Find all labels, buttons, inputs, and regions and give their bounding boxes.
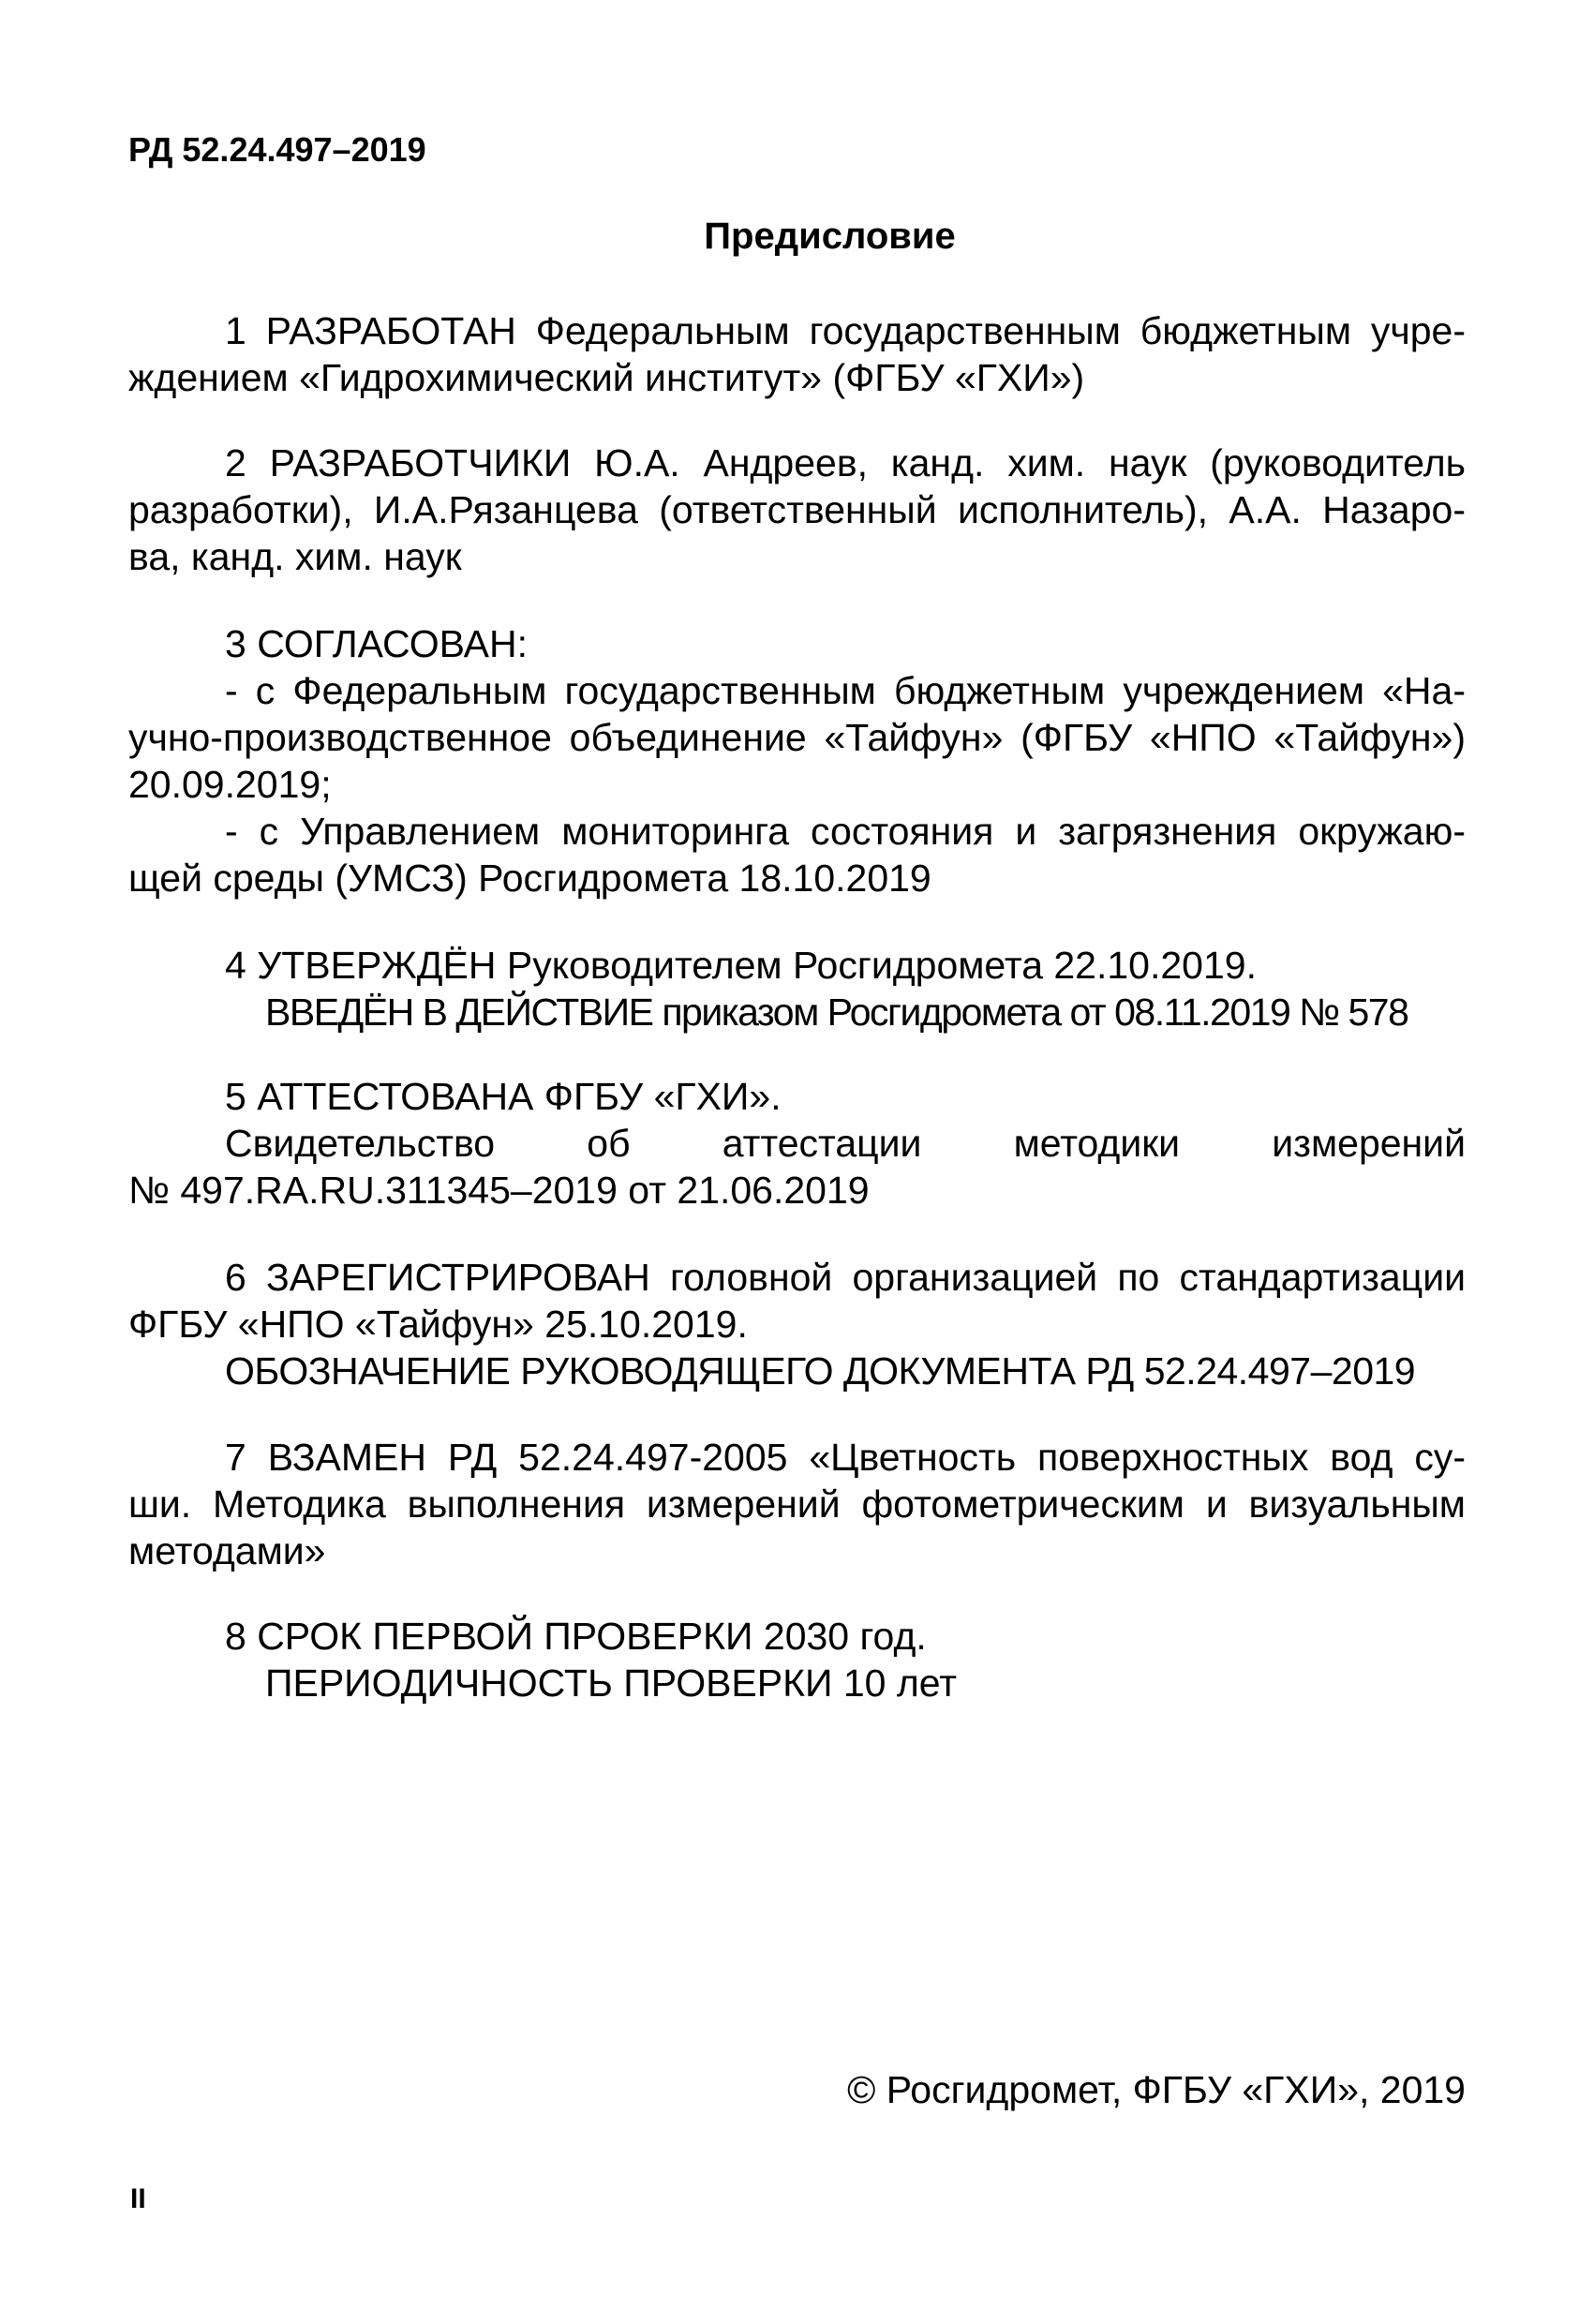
section-6-line-3: ОБОЗНАЧЕНИЕ РУКОВОДЯЩЕГО ДОКУМЕНТА РД 52.24.497–2019 [225,1349,1416,1393]
section-3-line-4: 20.09.2019; [128,763,332,806]
section-7-line-2: ши. Методика выполнения измерений фотометрическим и визуальным [128,1482,1466,1526]
copyright-notice: © Росгидромет, ФГБУ «ГХИ», 2019 [847,2068,1466,2111]
section-3-line-6: щей среды (УМСЗ) Росгидромета 18.10.2019 [128,857,931,900]
section-3-line-5: - с Управлением мониторинга состояния и загрязнения окружаю- [225,810,1466,853]
section-2-line-3: ва, канд. хим. наук [128,535,462,578]
section-3-line-2: - с Федеральным государственным бюджетным учреждением «На- [225,669,1466,712]
page-title: Предисловие [704,216,956,257]
section-2-line-2: разработки), И.А.Рязанцева (ответственный исполнитель), А.А. Назаро- [128,488,1466,531]
section-5-line-1: 5 АТТЕСТОВАНА ФГБУ «ГХИ». [225,1075,782,1118]
section-4-line-1: 4 УТВЕРЖДЁН Руководителем Росгидромета 22.10.2019. [225,944,1257,987]
section-6-line-1: 6 ЗАРЕГИСТРИРОВАН головной организацией по стандартизации [225,1256,1466,1299]
section-8-line-2: ПЕРИОДИЧНОСТЬ ПРОВЕРКИ 10 лет [265,1661,957,1705]
section-3-line-1: 3 СОГЛАСОВАН: [225,622,528,665]
section-7-line-3: методами» [128,1529,326,1572]
section-1-line-2: ждением «Гидрохимический институт» (ФГБУ «ГХИ») [128,356,1085,399]
section-1-line-1: 1 РАЗРАБОТАН Федеральным государственным бюджетным учре- [225,309,1466,352]
section-2-line-1: 2 РАЗРАБОТЧИКИ Ю.А. Андреев, канд. хим. наук (руководитель [225,441,1466,484]
page-number: II [130,2183,146,2214]
section-4-line-2: ВВЕДЁН В ДЕЙСТВИЕ приказом Росгидромета от 08.11.2019 № 578 [265,991,1408,1034]
section-6-line-2: ФГБУ «НПО «Тайфун» 25.10.2019. [128,1303,748,1346]
section-5-line-3: № 497.RA.RU.311345–2019 от 21.06.2019 [128,1169,870,1212]
section-5-line-2: Свидетельство об аттестации методики измерений [225,1122,1466,1165]
section-7-line-1: 7 ВЗАМЕН РД 52.24.497-2005 «Цветность поверхностных вод су- [225,1436,1466,1479]
section-3-line-3: учно-производственное объединение «Тайфун» (ФГБУ «НПО «Тайфун») [128,716,1466,759]
document-code-header: РД 52.24.497–2019 [128,130,426,169]
section-8-line-1: 8 СРОК ПЕРВОЙ ПРОВЕРКИ 2030 год. [225,1615,927,1658]
